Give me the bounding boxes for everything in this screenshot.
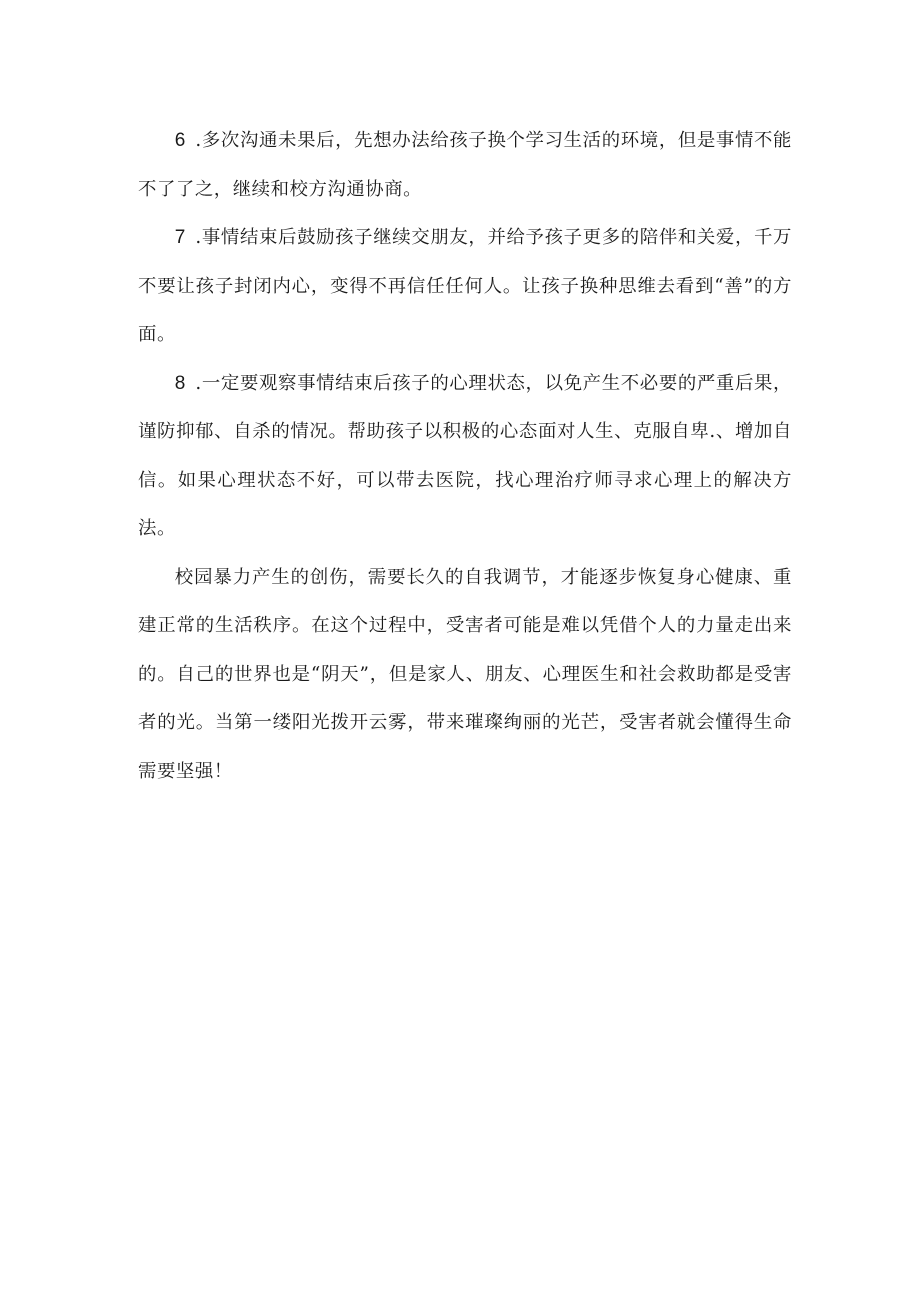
document-body — [138, 117, 792, 796]
list-item-text: .一定要观察事情结束后孩子的心理状态，以免产生不必要的严重后果，谨防抑郁、自杀的情况。帮助孩子以积极的心态面对人生、克服自卑.、增加自信。如果心理状态不好，可以带去医院，找心理治疗师寻求心理上的解决方法。 — [138, 372, 792, 539]
list-item-number: 6 — [174, 130, 186, 151]
list-item-text: .多次沟通未果后，先想办法给孩子换个学习生活的环境，但是事情不能不了了之，继续和校方沟通协商。 — [138, 130, 792, 200]
list-item-number: 7 — [174, 227, 186, 248]
list-item-number: 8 — [174, 372, 186, 394]
list-item-6 — [138, 117, 792, 214]
list-item-8 — [138, 360, 792, 554]
closing-paragraph: 校园暴力产生的创伤，需要长久的自我调节，才能逐步恢复身心健康、重建正常的生活秩序。在这个过程中，受害者可能是难以凭借个人的力量走出来的。自己的世界也是“阴天”，但是家人、朋友、心理医生和社会救助都是受害者的光。当第一缕阳光拨开云雾，带来璀璨绚丽的光芒，受害者就会懂得生命需要坚强！ — [138, 566, 792, 782]
list-item-text: .事情结束后鼓励孩子继续交朋友，并给予孩子更多的陪伴和关爱，千万不要让孩子封闭内心，变得不再信任任何人。让孩子换种思维去看到“善”的方面。 — [138, 227, 792, 345]
list-item-7 — [138, 214, 792, 360]
